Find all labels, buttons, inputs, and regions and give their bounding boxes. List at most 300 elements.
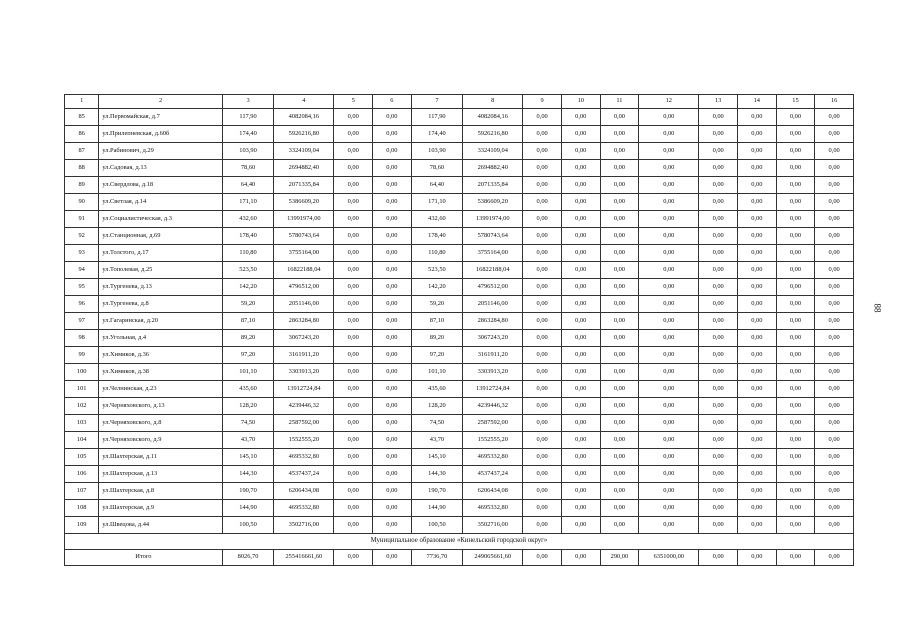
value-cell: 0,00 bbox=[815, 381, 854, 398]
value-cell: 0,00 bbox=[373, 296, 412, 313]
value-cell: 0,00 bbox=[699, 517, 738, 534]
total-value-cell: 7736,70 bbox=[411, 550, 463, 566]
table-row bbox=[65, 228, 854, 245]
value-cell: 0,00 bbox=[373, 126, 412, 143]
total-row bbox=[65, 550, 854, 566]
address-cell: ул.Черняховского, д.8 bbox=[99, 415, 222, 432]
value-cell: 0,00 bbox=[776, 415, 815, 432]
value-cell: 0,00 bbox=[737, 364, 776, 381]
value-cell: 2051146,00 bbox=[463, 296, 523, 313]
value-cell: 0,00 bbox=[737, 449, 776, 466]
value-cell: 0,00 bbox=[737, 160, 776, 177]
value-cell: 0,00 bbox=[699, 483, 738, 500]
table-row bbox=[65, 466, 854, 483]
value-cell: 432,60 bbox=[222, 211, 274, 228]
address-cell: ул.Шахтерская, д.11 bbox=[99, 449, 222, 466]
table-row bbox=[65, 109, 854, 126]
total-value-cell: 0,00 bbox=[815, 550, 854, 566]
value-cell: 0,00 bbox=[737, 126, 776, 143]
value-cell: 0,00 bbox=[776, 262, 815, 279]
value-cell: 0,00 bbox=[639, 228, 699, 245]
value-cell: 0,00 bbox=[815, 194, 854, 211]
row-number-cell: 108 bbox=[65, 500, 99, 517]
address-cell: ул.Шахтерская, д.8 bbox=[99, 483, 222, 500]
value-cell: 0,00 bbox=[639, 279, 699, 296]
value-cell: 0,00 bbox=[737, 381, 776, 398]
value-cell: 523,50 bbox=[222, 262, 274, 279]
row-number-cell: 99 bbox=[65, 347, 99, 364]
value-cell: 0,00 bbox=[334, 262, 373, 279]
address-cell: ул.Прилепневская, д.60б bbox=[99, 126, 222, 143]
value-cell: 13991974,00 bbox=[463, 211, 523, 228]
value-cell: 0,00 bbox=[600, 313, 639, 330]
value-cell: 0,00 bbox=[561, 228, 600, 245]
value-cell: 101,10 bbox=[222, 364, 274, 381]
value-cell: 0,00 bbox=[561, 398, 600, 415]
table-row bbox=[65, 279, 854, 296]
value-cell: 0,00 bbox=[561, 194, 600, 211]
value-cell: 0,00 bbox=[815, 398, 854, 415]
value-cell: 0,00 bbox=[561, 245, 600, 262]
value-cell: 3303913,20 bbox=[463, 364, 523, 381]
value-cell: 3324109,04 bbox=[274, 143, 334, 160]
value-cell: 144,30 bbox=[411, 466, 463, 483]
table-row bbox=[65, 381, 854, 398]
value-cell: 3067243,20 bbox=[463, 330, 523, 347]
total-value-cell: 6351000,00 bbox=[639, 550, 699, 566]
value-cell: 0,00 bbox=[334, 126, 373, 143]
table-row bbox=[65, 126, 854, 143]
value-cell: 4695332,80 bbox=[274, 500, 334, 517]
value-cell: 0,00 bbox=[699, 245, 738, 262]
housing-register-table bbox=[64, 94, 854, 566]
value-cell: 0,00 bbox=[699, 194, 738, 211]
value-cell: 435,60 bbox=[411, 381, 463, 398]
value-cell: 0,00 bbox=[334, 466, 373, 483]
row-number-cell: 85 bbox=[65, 109, 99, 126]
value-cell: 0,00 bbox=[737, 296, 776, 313]
value-cell: 0,00 bbox=[561, 109, 600, 126]
value-cell: 0,00 bbox=[373, 415, 412, 432]
value-cell: 0,00 bbox=[373, 228, 412, 245]
value-cell: 0,00 bbox=[334, 415, 373, 432]
value-cell: 3303913,20 bbox=[274, 364, 334, 381]
value-cell: 0,00 bbox=[699, 347, 738, 364]
value-cell: 2863284,80 bbox=[274, 313, 334, 330]
value-cell: 4796512,00 bbox=[463, 279, 523, 296]
value-cell: 5386609,20 bbox=[463, 194, 523, 211]
total-value-cell: 0,00 bbox=[561, 550, 600, 566]
value-cell: 432,60 bbox=[411, 211, 463, 228]
value-cell: 0,00 bbox=[815, 109, 854, 126]
value-cell: 0,00 bbox=[639, 432, 699, 449]
value-cell: 0,00 bbox=[639, 415, 699, 432]
value-cell: 0,00 bbox=[699, 398, 738, 415]
value-cell: 178,40 bbox=[411, 228, 463, 245]
value-cell: 144,90 bbox=[411, 500, 463, 517]
row-number-cell: 101 bbox=[65, 381, 99, 398]
value-cell: 0,00 bbox=[523, 194, 562, 211]
row-number-cell: 106 bbox=[65, 466, 99, 483]
address-cell: ул.Тургенева, д.8 bbox=[99, 296, 222, 313]
value-cell: 0,00 bbox=[600, 449, 639, 466]
value-cell: 0,00 bbox=[776, 160, 815, 177]
value-cell: 0,00 bbox=[776, 347, 815, 364]
value-cell: 97,20 bbox=[222, 347, 274, 364]
table-row bbox=[65, 313, 854, 330]
value-cell: 145,10 bbox=[222, 449, 274, 466]
value-cell: 0,00 bbox=[737, 109, 776, 126]
value-cell: 0,00 bbox=[373, 398, 412, 415]
value-cell: 64,40 bbox=[222, 177, 274, 194]
value-cell: 0,00 bbox=[523, 483, 562, 500]
value-cell: 97,20 bbox=[411, 347, 463, 364]
value-cell: 0,00 bbox=[776, 228, 815, 245]
row-number-cell: 86 bbox=[65, 126, 99, 143]
value-cell: 174,40 bbox=[411, 126, 463, 143]
value-cell: 0,00 bbox=[561, 313, 600, 330]
value-cell: 13912724,84 bbox=[274, 381, 334, 398]
value-cell: 0,00 bbox=[334, 194, 373, 211]
value-cell: 0,00 bbox=[334, 330, 373, 347]
row-number-cell: 103 bbox=[65, 415, 99, 432]
column-number-cell: 12 bbox=[639, 95, 699, 109]
value-cell: 0,00 bbox=[815, 330, 854, 347]
value-cell: 0,00 bbox=[561, 500, 600, 517]
table-row bbox=[65, 262, 854, 279]
value-cell: 0,00 bbox=[699, 262, 738, 279]
value-cell: 0,00 bbox=[334, 449, 373, 466]
value-cell: 0,00 bbox=[373, 347, 412, 364]
value-cell: 0,00 bbox=[737, 483, 776, 500]
value-cell: 0,00 bbox=[523, 211, 562, 228]
address-cell: ул.Толстого, д.17 bbox=[99, 245, 222, 262]
value-cell: 0,00 bbox=[776, 330, 815, 347]
value-cell: 100,50 bbox=[411, 517, 463, 534]
value-cell: 4082084,16 bbox=[463, 109, 523, 126]
value-cell: 59,20 bbox=[411, 296, 463, 313]
value-cell: 0,00 bbox=[776, 177, 815, 194]
column-number-cell: 4 bbox=[274, 95, 334, 109]
row-number-cell: 100 bbox=[65, 364, 99, 381]
value-cell: 0,00 bbox=[699, 279, 738, 296]
value-cell: 4695332,80 bbox=[463, 449, 523, 466]
value-cell: 0,00 bbox=[600, 126, 639, 143]
value-cell: 0,00 bbox=[334, 143, 373, 160]
value-cell: 2587592,00 bbox=[463, 415, 523, 432]
value-cell: 5780743,64 bbox=[274, 228, 334, 245]
value-cell: 0,00 bbox=[523, 109, 562, 126]
value-cell: 1552555,20 bbox=[274, 432, 334, 449]
value-cell: 0,00 bbox=[815, 160, 854, 177]
value-cell: 0,00 bbox=[776, 211, 815, 228]
value-cell: 0,00 bbox=[561, 381, 600, 398]
value-cell: 3502716,00 bbox=[463, 517, 523, 534]
value-cell: 0,00 bbox=[639, 245, 699, 262]
value-cell: 0,00 bbox=[523, 279, 562, 296]
table-row bbox=[65, 449, 854, 466]
value-cell: 0,00 bbox=[815, 313, 854, 330]
column-number-cell: 10 bbox=[561, 95, 600, 109]
value-cell: 0,00 bbox=[523, 330, 562, 347]
value-cell: 0,00 bbox=[776, 143, 815, 160]
value-cell: 0,00 bbox=[523, 177, 562, 194]
total-label: Итого bbox=[65, 550, 223, 566]
total-value-cell: 255416661,60 bbox=[274, 550, 334, 566]
value-cell: 128,20 bbox=[411, 398, 463, 415]
value-cell: 0,00 bbox=[373, 466, 412, 483]
column-number-cell: 11 bbox=[600, 95, 639, 109]
table-row bbox=[65, 177, 854, 194]
column-number-cell: 1 bbox=[65, 95, 99, 109]
value-cell: 74,50 bbox=[222, 415, 274, 432]
value-cell: 0,00 bbox=[639, 381, 699, 398]
value-cell: 0,00 bbox=[699, 296, 738, 313]
value-cell: 0,00 bbox=[523, 245, 562, 262]
value-cell: 2587592,00 bbox=[274, 415, 334, 432]
value-cell: 171,10 bbox=[411, 194, 463, 211]
value-cell: 4082084,16 bbox=[274, 109, 334, 126]
total-value-cell: 0,00 bbox=[373, 550, 412, 566]
address-cell: ул.Угольная, д.4 bbox=[99, 330, 222, 347]
value-cell: 0,00 bbox=[639, 177, 699, 194]
value-cell: 0,00 bbox=[699, 177, 738, 194]
value-cell: 0,00 bbox=[334, 245, 373, 262]
value-cell: 0,00 bbox=[334, 211, 373, 228]
value-cell: 0,00 bbox=[523, 500, 562, 517]
value-cell: 0,00 bbox=[815, 449, 854, 466]
value-cell: 0,00 bbox=[639, 517, 699, 534]
address-cell: ул.Садовая, д.13 bbox=[99, 160, 222, 177]
value-cell: 0,00 bbox=[737, 211, 776, 228]
table-row bbox=[65, 432, 854, 449]
value-cell: 0,00 bbox=[600, 517, 639, 534]
value-cell: 0,00 bbox=[776, 194, 815, 211]
value-cell: 0,00 bbox=[639, 160, 699, 177]
value-cell: 0,00 bbox=[699, 126, 738, 143]
total-value-cell: 8026,70 bbox=[222, 550, 274, 566]
value-cell: 0,00 bbox=[373, 245, 412, 262]
value-cell: 4796512,00 bbox=[274, 279, 334, 296]
value-cell: 0,00 bbox=[776, 500, 815, 517]
address-cell: ул.Челнинская, д.23 bbox=[99, 381, 222, 398]
value-cell: 0,00 bbox=[334, 347, 373, 364]
value-cell: 13912724,84 bbox=[463, 381, 523, 398]
value-cell: 0,00 bbox=[334, 177, 373, 194]
value-cell: 178,40 bbox=[222, 228, 274, 245]
address-cell: ул.Светлая, д.14 bbox=[99, 194, 222, 211]
value-cell: 0,00 bbox=[523, 364, 562, 381]
value-cell: 0,00 bbox=[776, 296, 815, 313]
value-cell: 0,00 bbox=[523, 296, 562, 313]
value-cell: 0,00 bbox=[639, 330, 699, 347]
value-cell: 0,00 bbox=[699, 211, 738, 228]
value-cell: 0,00 bbox=[600, 330, 639, 347]
total-value-cell: 0,00 bbox=[737, 550, 776, 566]
value-cell: 0,00 bbox=[737, 262, 776, 279]
value-cell: 2071335,84 bbox=[463, 177, 523, 194]
value-cell: 4537437,24 bbox=[463, 466, 523, 483]
row-number-cell: 104 bbox=[65, 432, 99, 449]
value-cell: 0,00 bbox=[776, 313, 815, 330]
value-cell: 190,70 bbox=[411, 483, 463, 500]
table-row bbox=[65, 517, 854, 534]
value-cell: 0,00 bbox=[373, 143, 412, 160]
value-cell: 0,00 bbox=[737, 500, 776, 517]
value-cell: 0,00 bbox=[776, 483, 815, 500]
column-number-cell: 16 bbox=[815, 95, 854, 109]
address-cell: ул.Тургенева, д.13 bbox=[99, 279, 222, 296]
address-cell: ул.Социалистическая, д.3 bbox=[99, 211, 222, 228]
total-value-cell: 0,00 bbox=[334, 550, 373, 566]
value-cell: 0,00 bbox=[699, 160, 738, 177]
municipality-row bbox=[65, 534, 854, 550]
column-number-cell: 3 bbox=[222, 95, 274, 109]
value-cell: 0,00 bbox=[699, 381, 738, 398]
address-cell: ул.Свердлова, д.18 bbox=[99, 177, 222, 194]
column-number-cell: 2 bbox=[99, 95, 222, 109]
value-cell: 0,00 bbox=[561, 347, 600, 364]
value-cell: 0,00 bbox=[815, 279, 854, 296]
row-number-cell: 102 bbox=[65, 398, 99, 415]
value-cell: 0,00 bbox=[600, 466, 639, 483]
value-cell: 2051146,00 bbox=[274, 296, 334, 313]
value-cell: 0,00 bbox=[373, 177, 412, 194]
value-cell: 3324109,04 bbox=[463, 143, 523, 160]
address-cell: ул.Химиков, д.38 bbox=[99, 364, 222, 381]
value-cell: 0,00 bbox=[639, 449, 699, 466]
value-cell: 3161911,20 bbox=[274, 347, 334, 364]
value-cell: 0,00 bbox=[600, 364, 639, 381]
row-number-cell: 91 bbox=[65, 211, 99, 228]
row-number-cell: 97 bbox=[65, 313, 99, 330]
value-cell: 2694882,40 bbox=[274, 160, 334, 177]
value-cell: 0,00 bbox=[776, 109, 815, 126]
value-cell: 0,00 bbox=[699, 313, 738, 330]
value-cell: 0,00 bbox=[523, 449, 562, 466]
address-cell: ул.Черняховского, д.13 bbox=[99, 398, 222, 415]
value-cell: 0,00 bbox=[776, 279, 815, 296]
value-cell: 0,00 bbox=[699, 109, 738, 126]
value-cell: 0,00 bbox=[639, 347, 699, 364]
row-number-cell: 90 bbox=[65, 194, 99, 211]
value-cell: 0,00 bbox=[561, 517, 600, 534]
row-number-cell: 93 bbox=[65, 245, 99, 262]
table-row bbox=[65, 415, 854, 432]
value-cell: 0,00 bbox=[523, 415, 562, 432]
value-cell: 59,20 bbox=[222, 296, 274, 313]
value-cell: 89,20 bbox=[411, 330, 463, 347]
row-number-cell: 94 bbox=[65, 262, 99, 279]
table-row bbox=[65, 296, 854, 313]
value-cell: 0,00 bbox=[737, 398, 776, 415]
value-cell: 13991974,00 bbox=[274, 211, 334, 228]
table-row bbox=[65, 245, 854, 262]
value-cell: 0,00 bbox=[639, 364, 699, 381]
value-cell: 0,00 bbox=[334, 432, 373, 449]
value-cell: 0,00 bbox=[373, 160, 412, 177]
value-cell: 0,00 bbox=[600, 262, 639, 279]
value-cell: 110,80 bbox=[411, 245, 463, 262]
value-cell: 2863284,80 bbox=[463, 313, 523, 330]
value-cell: 117,90 bbox=[411, 109, 463, 126]
total-value-cell: 290,00 bbox=[600, 550, 639, 566]
value-cell: 0,00 bbox=[737, 228, 776, 245]
total-value-cell: 249065661,60 bbox=[463, 550, 523, 566]
value-cell: 435,60 bbox=[222, 381, 274, 398]
value-cell: 0,00 bbox=[523, 466, 562, 483]
value-cell: 78,60 bbox=[222, 160, 274, 177]
row-number-cell: 96 bbox=[65, 296, 99, 313]
value-cell: 128,20 bbox=[222, 398, 274, 415]
value-cell: 100,50 bbox=[222, 517, 274, 534]
value-cell: 0,00 bbox=[523, 262, 562, 279]
table-row bbox=[65, 160, 854, 177]
value-cell: 0,00 bbox=[600, 143, 639, 160]
value-cell: 0,00 bbox=[334, 296, 373, 313]
table-row bbox=[65, 364, 854, 381]
value-cell: 0,00 bbox=[776, 466, 815, 483]
value-cell: 0,00 bbox=[639, 143, 699, 160]
value-cell: 0,00 bbox=[815, 143, 854, 160]
value-cell: 0,00 bbox=[699, 415, 738, 432]
value-cell: 144,90 bbox=[222, 500, 274, 517]
column-number-cell: 6 bbox=[373, 95, 412, 109]
value-cell: 0,00 bbox=[561, 330, 600, 347]
value-cell: 0,00 bbox=[561, 483, 600, 500]
value-cell: 0,00 bbox=[639, 398, 699, 415]
address-cell: ул.Химиков, д.36 bbox=[99, 347, 222, 364]
value-cell: 0,00 bbox=[815, 177, 854, 194]
value-cell: 0,00 bbox=[373, 262, 412, 279]
value-cell: 0,00 bbox=[523, 432, 562, 449]
value-cell: 0,00 bbox=[737, 194, 776, 211]
value-cell: 0,00 bbox=[815, 500, 854, 517]
value-cell: 0,00 bbox=[699, 364, 738, 381]
value-cell: 0,00 bbox=[600, 109, 639, 126]
value-cell: 5386609,20 bbox=[274, 194, 334, 211]
value-cell: 0,00 bbox=[600, 279, 639, 296]
row-number-cell: 95 bbox=[65, 279, 99, 296]
value-cell: 0,00 bbox=[776, 364, 815, 381]
value-cell: 0,00 bbox=[373, 279, 412, 296]
value-cell: 0,00 bbox=[699, 228, 738, 245]
table-row bbox=[65, 330, 854, 347]
value-cell: 0,00 bbox=[373, 313, 412, 330]
value-cell: 0,00 bbox=[334, 109, 373, 126]
value-cell: 4695332,80 bbox=[463, 500, 523, 517]
address-cell: ул.Черняховского, д.9 bbox=[99, 432, 222, 449]
address-cell: ул.Шахтерская, д.9 bbox=[99, 500, 222, 517]
value-cell: 0,00 bbox=[334, 381, 373, 398]
value-cell: 0,00 bbox=[600, 160, 639, 177]
value-cell: 0,00 bbox=[737, 143, 776, 160]
value-cell: 0,00 bbox=[561, 449, 600, 466]
value-cell: 0,00 bbox=[561, 211, 600, 228]
value-cell: 0,00 bbox=[815, 483, 854, 500]
value-cell: 103,90 bbox=[222, 143, 274, 160]
value-cell: 0,00 bbox=[776, 245, 815, 262]
row-number-cell: 98 bbox=[65, 330, 99, 347]
address-cell: ул.Тополевая, д.25 bbox=[99, 262, 222, 279]
value-cell: 0,00 bbox=[561, 143, 600, 160]
value-cell: 0,00 bbox=[373, 381, 412, 398]
value-cell: 0,00 bbox=[334, 160, 373, 177]
value-cell: 0,00 bbox=[776, 398, 815, 415]
value-cell: 0,00 bbox=[776, 126, 815, 143]
value-cell: 0,00 bbox=[334, 398, 373, 415]
column-number-cell: 15 bbox=[776, 95, 815, 109]
